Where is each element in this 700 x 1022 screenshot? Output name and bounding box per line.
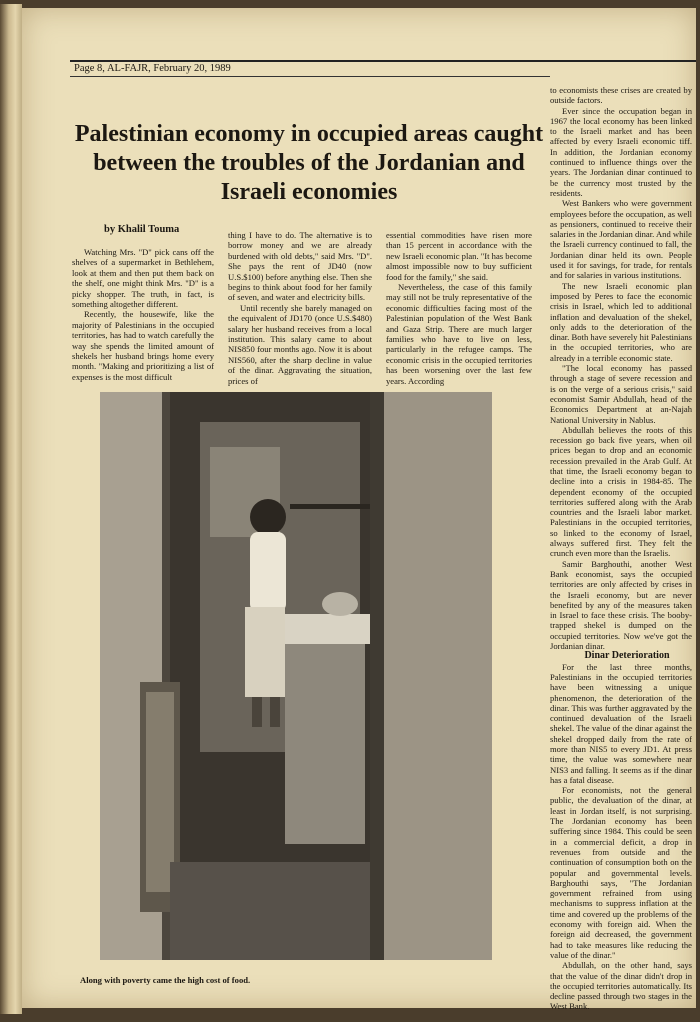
top-rule xyxy=(70,60,696,62)
section-subhead: Dinar Deterioration xyxy=(584,650,670,662)
column-1 xyxy=(72,247,214,392)
paragraph: essential commodities have risen more than 15 percent in accordance with the new Israeli economic plan. "It has become almost impossible now to buy sufficient food for the family," she said. xyxy=(386,230,532,282)
paragraph: West Bankers who were government employees before the occupation, as well as pensioners, continued to receive their salaries in the Jordanian dinar. And while the Israeli currency continued to fall, the Jordanian dinar held its own. People used it for savings, for trade, for rentals and for salaries in various institutions. xyxy=(550,198,693,281)
header-rule xyxy=(70,76,550,77)
photo-woman-in-kitchen xyxy=(100,392,492,960)
photo-illustration xyxy=(100,392,492,960)
page-edge xyxy=(0,4,22,1014)
byline: by Khalil Touma xyxy=(104,224,180,235)
photo-caption: Along with poverty came the high cost of food. xyxy=(80,975,251,985)
paragraph: Recently, the housewife, like the majority of Palestinians in the occupied territories, has had to watch carefully the way she spends the limited amount of shekels her husband brings home every month. "Making and prioritizing a list of expenses is the most difficult xyxy=(72,309,214,382)
paragraph: Samir Barghouthi, another West Bank economist, says the occupied territories are only affected by crises in the Israeli economy, but are never benefited by any of the measures taken in Israel to face these crisis. The booby-trapped shekel is dumped on the occupied territories. Now we've got the Jordanian dinar. xyxy=(550,558,692,652)
paragraph: For economists, not the general public, the devaluation of the dinar, at least in Jordan itself, is not surprising. The Jordanian economy has been suffering since 1984. This could be seen in a commercial deficit, a drop in revenues from outside and the continuation of consumption both on the popular and governmental levels. Barghouthi says, "The Jordanian government refrained from using mechanisms to suppress inflation at the time and covered up the problems of the economy with foreign aid. When the foreign aid decreased, the government had to take measures like reducing the value of the dinar." xyxy=(550,785,692,960)
paragraph: Abdullah, on the other hand, says that the value of the dinar didn't drop in the occupied territories automatically. Its decline passed through two stages in the West Bank. xyxy=(550,960,692,1012)
paragraph: Watching Mrs. "D" pick cans off the shelves of a supermarket in Bethlehem, look at them and then put them back on the shelf, one might think Mrs. "D" is a picky shopper. The truth, in fact, is something altogether different. xyxy=(72,247,214,310)
column-3 xyxy=(386,230,532,392)
paragraph: Nevertheless, the case of this family may still not be truly representative of the economic difficulties facing most of the Palestinian population of the West Bank and Gaza Strip. There are much larger families who have to live on less, particularly in the refugee camps. The economic crisis in the occupied territories has been worsening over the last few years. According xyxy=(386,282,532,386)
paragraph: The new Israeli economic plan imposed by Peres to face the economic crisis in Israel, which led to additional inflation and devaluation of the shekel, only adds to the deterioration of the dinar. Both have severely hit Palestinians in the occupied territories, who are already in a terrible economic state. xyxy=(550,280,692,363)
paragraph: Ever since the occupation began in 1967 the local economy has been linked to the Israeli market and has been affected by every Israeli economic tiff. In addition, the Jordanian economy continued to influence things over the years. The Jordanian dinar continued to be the currency most trusted by the residents. xyxy=(550,105,692,198)
page-header: Page 8, AL-FAJR, February 20, 1989 xyxy=(74,63,231,74)
paragraph: thing I have to do. The alternative is to borrow money and we are already burdened with old debts," said Mrs. "D". She pays the rent of JD40 (now U.S.$100) before anything else. Then she begins to think about food for her family of seven, and water and electricity bills. xyxy=(228,230,372,303)
column-4 xyxy=(550,85,693,1012)
paragraph: For the last three months, Palestinians in the occupied territories have been witnessing a unique phenomenon, the deterioration of the dinar. This was further aggravated by the continued devaluation of the Israeli shekel. The value of the dinar against the shekel dropped daily from the rate of more than NIS5 to every JD1. At press time, the value was somewhere near NIS3 and falling. It seems as if the dinar has a fatal disease. xyxy=(550,661,692,785)
headline: Palestinian economy in occupied areas caught between the troubles of the Jordanian and Israeli economies xyxy=(74,121,544,205)
column-2 xyxy=(228,230,372,392)
paragraph: Abdullah believes the roots of this recession go back five years, when oil prices began to drop and an economic recession prevailed in the Arab Gulf. At that time, the Israeli economy began to decline into a crisis in 1984-85. The dependent economy of the occupied territories suffered along with the Arab countries and the Israeli labor market. Palestinians in the occupied territories, so linked to the economy of Israel, always suffered first. They felt the crunch even more than the Israelis. xyxy=(550,424,692,559)
paragraph: "The local economy has passed through a stage of severe recession and is on the verge of a serious crisis," said economist Samir Abdullah, head of the Economics Department at an-Najah National University in Nablus. xyxy=(550,363,692,425)
paragraph: to economists these crises are created by outside factors. xyxy=(550,85,692,106)
paragraph: Until recently she barely managed on the equivalent of JD170 (once U.S.$480) salary her husband receives from a local institution. This salary came to about NIS850 four months ago. Now it is about NIS560, after the sharp decline in value of the dinar. Aggravating the situation, prices of xyxy=(228,302,372,386)
